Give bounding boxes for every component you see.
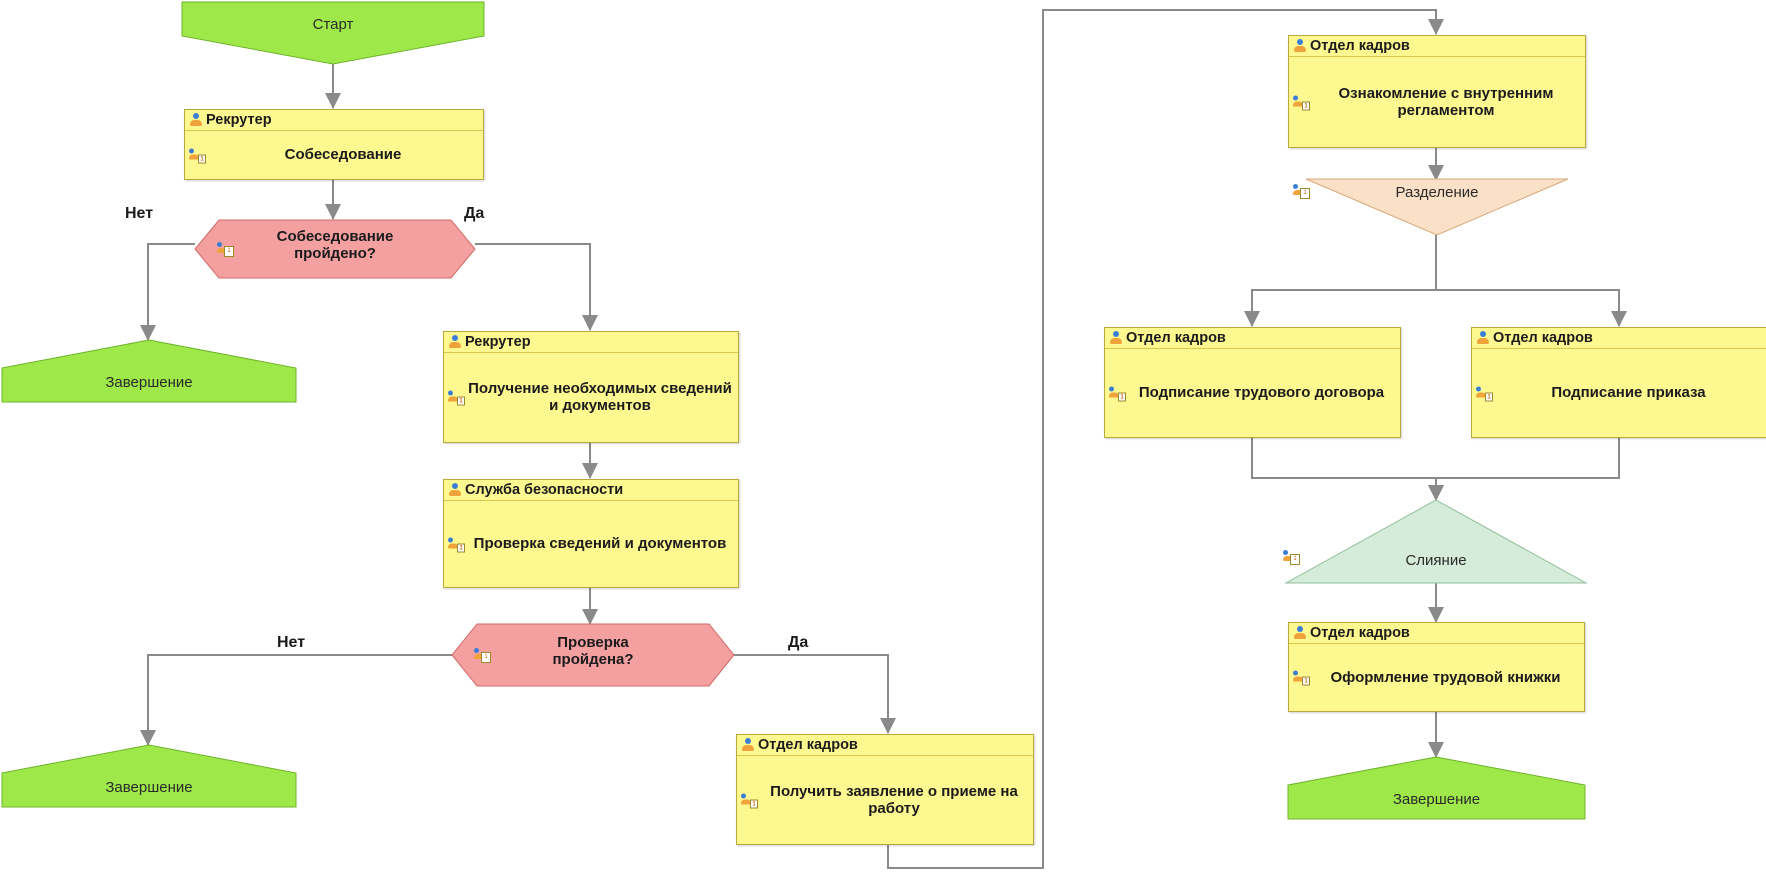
node-job-application-body — [737, 756, 1033, 845]
person-icon — [741, 738, 755, 752]
edge-gw2-yes-statement — [734, 655, 888, 733]
role-assignment-icon: 1 — [217, 242, 234, 257]
node-merge-label: Слияние — [1405, 552, 1467, 569]
node-interview[interactable] — [184, 109, 484, 180]
node-security-check-body — [444, 501, 738, 588]
node-gateway-check-passed-label: Проверка пройдена? — [552, 634, 634, 668]
edge-label-gw2-no: Нет — [277, 634, 306, 651]
edge-gw2-no-end2 — [148, 655, 452, 745]
person-icon — [189, 113, 203, 127]
node-end-3[interactable] — [1288, 757, 1585, 819]
edge-contract-merge — [1252, 438, 1436, 500]
node-gateway-check-passed[interactable] — [452, 624, 734, 686]
role-assignment-icon: 1 — [741, 793, 758, 808]
role-assignment-icon: 1 — [1283, 550, 1300, 565]
node-end-3-label: Завершение — [1392, 791, 1481, 808]
node-sign-contract-body — [1105, 349, 1400, 438]
node-security-check-role: Служба безопасности — [465, 482, 624, 498]
node-internal-rules[interactable] — [1288, 35, 1586, 148]
node-interview-role-row — [185, 110, 483, 131]
person-icon — [448, 335, 462, 349]
node-merge[interactable] — [1286, 500, 1586, 583]
node-end-2[interactable] — [2, 745, 296, 807]
person-icon — [1476, 331, 1490, 345]
node-collect-documents-label: Получение необходимых сведений и документов — [468, 380, 732, 414]
role-assignment-icon: 1 — [474, 648, 491, 663]
edge-order-merge — [1436, 438, 1619, 500]
node-collect-documents[interactable] — [443, 331, 739, 443]
edge-label-gw1-yes: Да — [464, 205, 485, 222]
node-end-2-label: Завершение — [105, 779, 193, 796]
node-gateway-interview-passed[interactable] — [195, 220, 475, 278]
node-sign-order-label: Подписание приказа — [1551, 384, 1706, 402]
person-icon — [1293, 39, 1307, 53]
node-internal-rules-label: Ознакомление с внутренним регламентом — [1338, 84, 1554, 119]
node-sign-contract-label: Подписание трудового договора — [1138, 384, 1385, 402]
node-collect-documents-role-row — [444, 332, 738, 353]
node-start[interactable] — [182, 2, 484, 64]
role-assignment-icon: 1 — [1293, 95, 1310, 110]
role-assignment-icon: 1 — [448, 537, 465, 552]
node-security-check-label: Проверка сведений и документов — [473, 535, 727, 553]
node-end-1[interactable] — [2, 340, 296, 402]
node-workbook-role-row — [1289, 623, 1584, 644]
node-split-label: Разделение — [1395, 184, 1479, 201]
node-security-check-role-row — [444, 480, 738, 501]
edge-label-gw2-yes: Да — [788, 634, 809, 651]
role-assignment-icon: 1 — [1293, 184, 1310, 199]
node-sign-order-role: Отдел кадров — [1493, 330, 1593, 346]
person-icon — [448, 483, 462, 497]
role-assignment-icon: 1 — [189, 148, 206, 163]
edge-label-gw1-no: Нет — [125, 205, 154, 222]
node-internal-rules-role-row — [1289, 36, 1585, 57]
node-collect-documents-role: Рекрутер — [465, 334, 531, 350]
node-gateway-interview-passed-label: Собеседование пройдено? — [276, 228, 394, 262]
node-sign-order-body — [1472, 349, 1766, 438]
node-interview-body — [185, 131, 483, 180]
role-assignment-icon: 1 — [1109, 386, 1126, 401]
node-split[interactable] — [1303, 179, 1568, 235]
person-icon — [1109, 331, 1123, 345]
node-workbook[interactable] — [1288, 622, 1585, 712]
node-workbook-body — [1289, 644, 1584, 712]
node-security-check[interactable] — [443, 479, 739, 588]
node-end-1-label: Завершение — [105, 374, 193, 391]
edge-gw1-no-end1 — [148, 244, 195, 340]
edge-gw1-yes-docs — [475, 244, 590, 330]
node-internal-rules-role: Отдел кадров — [1310, 38, 1410, 54]
role-assignment-icon: 1 — [1293, 671, 1310, 686]
node-sign-contract-role: Отдел кадров — [1126, 330, 1226, 346]
node-interview-role: Рекрутер — [206, 112, 272, 128]
edge-split-contract — [1252, 234, 1436, 326]
node-sign-order[interactable] — [1471, 327, 1766, 438]
node-internal-rules-body — [1289, 57, 1585, 148]
node-sign-contract-role-row — [1105, 328, 1400, 349]
role-assignment-icon: 1 — [1476, 386, 1493, 401]
node-sign-order-role-row — [1472, 328, 1766, 349]
node-workbook-label: Оформление трудовой книжки — [1330, 668, 1561, 686]
node-job-application-role-row — [737, 735, 1033, 756]
node-workbook-role: Отдел кадров — [1310, 625, 1410, 641]
role-assignment-icon: 1 — [448, 391, 465, 406]
edge-split-order — [1436, 234, 1619, 326]
node-job-application-role: Отдел кадров — [758, 737, 858, 753]
node-sign-contract[interactable] — [1104, 327, 1401, 438]
person-icon — [1293, 626, 1307, 640]
node-interview-label: Собеседование — [284, 146, 402, 164]
node-collect-documents-body — [444, 353, 738, 443]
node-job-application-label: Получить заявление о приеме на работу — [770, 782, 1018, 817]
node-job-application[interactable] — [736, 734, 1034, 845]
node-start-label: Старт — [312, 16, 354, 33]
